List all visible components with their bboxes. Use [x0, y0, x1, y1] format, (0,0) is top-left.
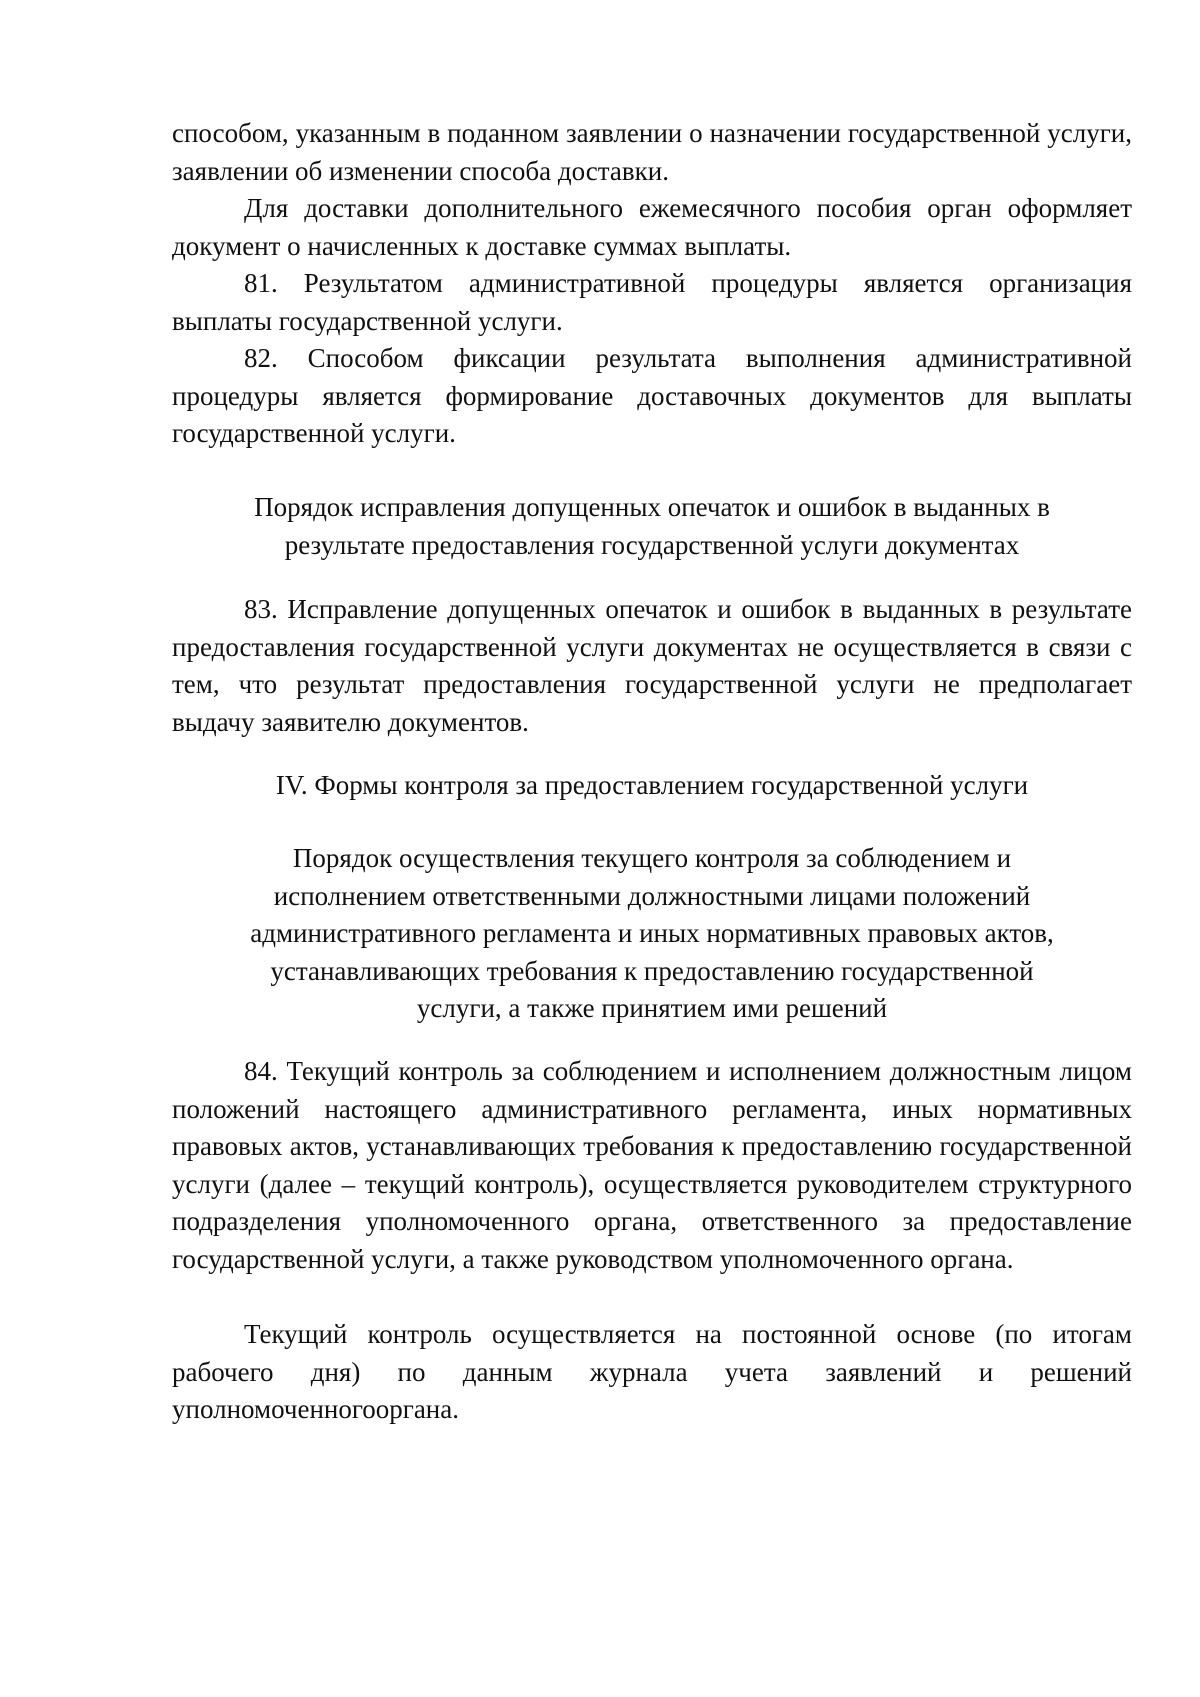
- heading-corrections-line-2: результате предоставления государственной услуги документах: [284, 529, 1020, 560]
- heading-current-control-line-5: услуги, а также принятием ими решений: [416, 993, 888, 1023]
- heading-current-control-line-4: устанавливающих требования к предоставлению государственной: [270, 955, 1034, 986]
- paragraph-delivery-method-continuation: способом, указанным в поданном заявлении о назначении государственной услуги, заявлении об изменении способа доставки.: [172, 118, 1132, 186]
- paragraph-additional-allowance-delivery: Для доставки дополнительного ежемесячного пособия орган оформляет документ о начисленных к доставке суммах выплаты.: [172, 193, 1132, 261]
- heading-corrections-procedure: [172, 489, 1132, 564]
- heading-current-control-procedure: [172, 840, 1132, 1028]
- paragraph-83-corrections: 83. Исправление допущенных опечаток и ошибок в выданных в результате предоставления государственной услуги документах не осуществляется в связи с тем, что результат предоставления государственной услуги не предполагает выдачу заявителю документов.: [172, 594, 1132, 737]
- paragraph-84-current-control: 84. Текущий контроль за соблюдением и исполнением должностным лицом положений настоящего административного регламента, иных нормативных правовых актов, устанавливающих требования к предоставлению государственной услуги (далее – текущий контроль), осуществляется руководителем структурного подразделения уполномоченного органа, ответственного за предоставление государственной услуги, а также руководством уполномоченного органа.: [172, 1056, 1132, 1274]
- heading-section-iv: IV. Формы контроля за предоставлением государственной услуги: [275, 770, 1029, 800]
- heading-current-control-line-2: исполнением ответственными должностными лицами положений: [273, 880, 1031, 911]
- paragraph-current-control-basis: Текущий контроль осуществляется на постоянной основе (по итогам рабочего дня) по данным журнала учета заявлений и решений уполномоченногооргана.: [172, 1319, 1132, 1424]
- paragraph-82-fixation-method: 82. Способом фиксации результата выполнения административной процедуры является формирование доставочных документов для выплаты государственной услуги.: [172, 343, 1132, 448]
- heading-current-control-line-1: Порядок осуществления текущего контроля за соблюдением и: [292, 843, 1012, 873]
- paragraph-81-result: 81. Результатом административной процедуры является организация выплаты государственной услуги.: [172, 268, 1132, 336]
- heading-corrections-line-1: Порядок исправления допущенных опечаток и ошибок в выданных в: [254, 492, 1050, 522]
- heading-current-control-line-3: административного регламента и иных нормативных правовых актов,: [250, 918, 1054, 948]
